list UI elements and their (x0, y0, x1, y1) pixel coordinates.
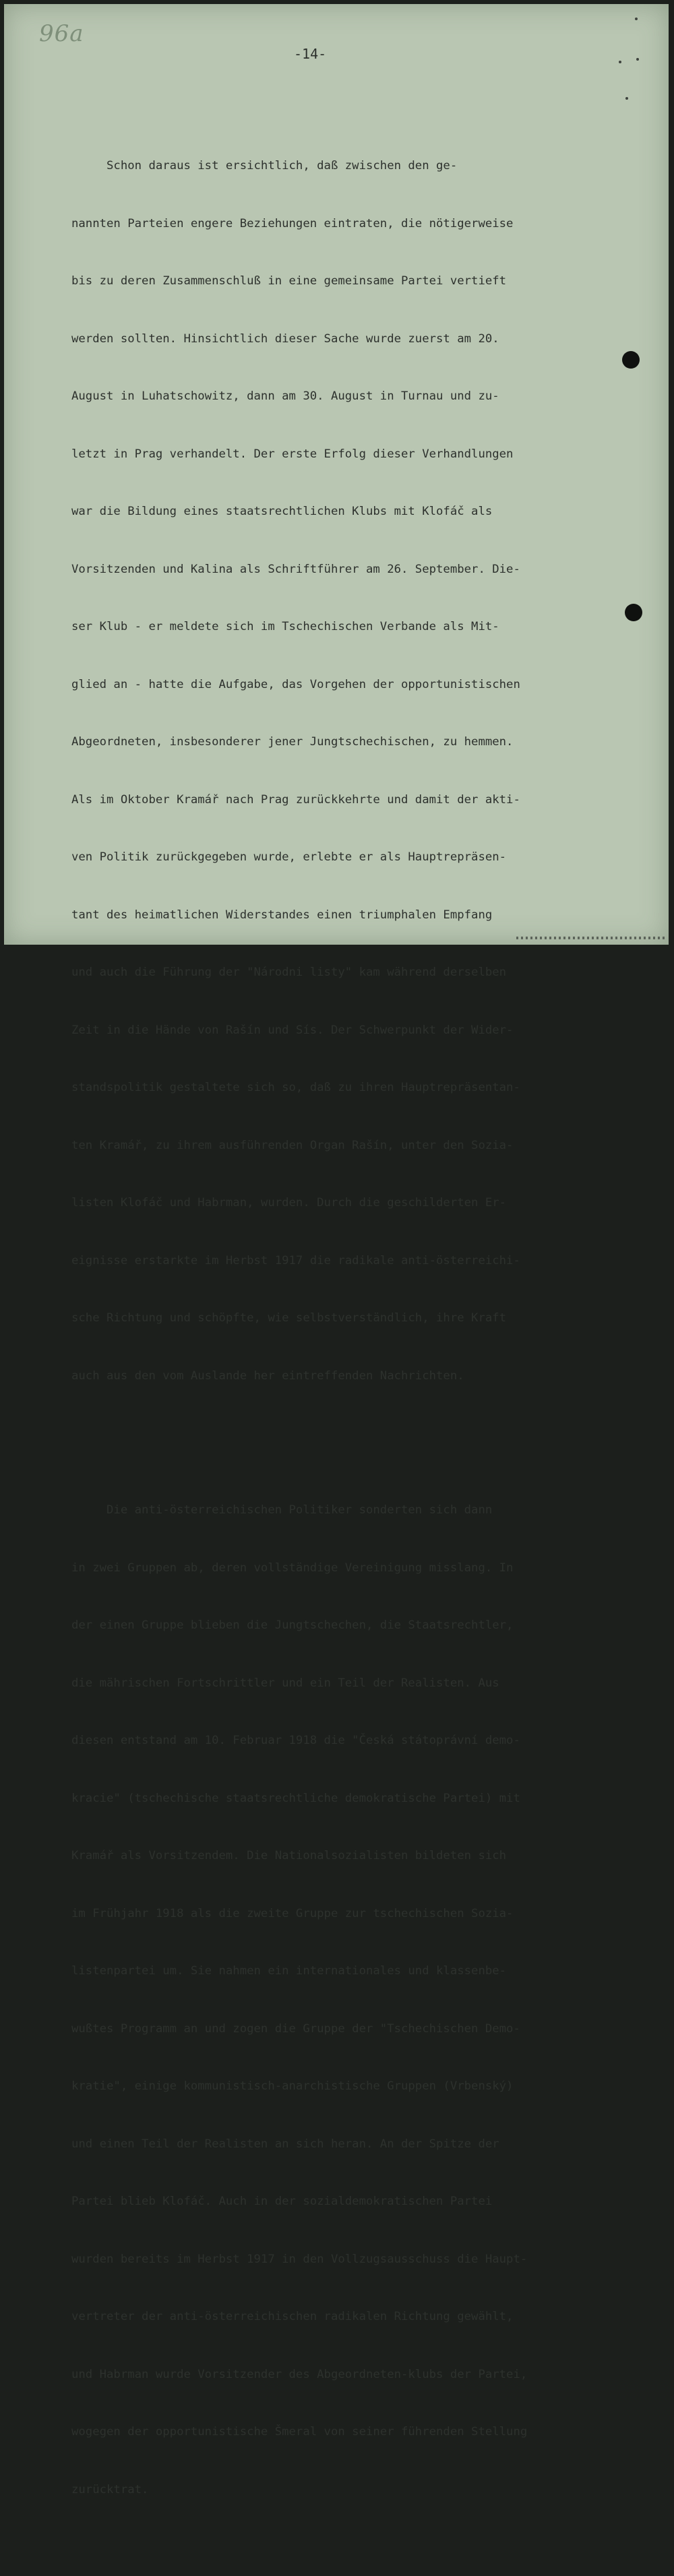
punch-hole (622, 351, 640, 369)
scan-edge-marks (516, 937, 665, 939)
text-line: Die anti-österreichischen Politiker sonderten sich dann (71, 1503, 493, 1517)
text-line: sche Richtung und schöpfte, wie selbstverständlich, ihre Kraft (71, 1311, 507, 1325)
text-line: der einen Gruppe blieben die Jungtschechen, die Staatsrechtler, (71, 1619, 514, 1632)
archive-number: 96a (39, 20, 84, 47)
text-line: eignisse erstarkte im Herbst 1917 die radikale anti-österreichi- (71, 1253, 520, 1267)
text-line: kratie", einige kommunistisch-anarchistische Gruppen (Vrbenský) (71, 2079, 514, 2093)
paragraph-2 (71, 1462, 624, 2538)
text-line: Abgeordneten, insbesonderer jener Jungtschechischen, zu hemmen. (71, 735, 514, 749)
punch-hole (625, 604, 642, 621)
text-line: auch aus den vom Auslande her eintreffenden Nachrichten. (71, 1369, 464, 1383)
text-line: zurücktrat. (71, 2482, 149, 2496)
ink-speck (636, 58, 639, 61)
text-line: listen Klofáč und Habrman, wurden. Durch die geschilderten Er- (71, 1196, 507, 1210)
text-line: Als im Oktober Kramář nach Prag zurückkehrte und damit der akti- (71, 792, 520, 807)
text-line: ser Klub - er meldete sich im Tschechischen Verbande als Mit- (71, 620, 499, 633)
text-line: diesen entstand am 10. Februar 1918 die "Česká státoprávní demo- (71, 1734, 520, 1747)
text-line: Zeit in die Hände von Rašín und Sís. Der Schwerpunkt der Wider- (71, 1023, 514, 1037)
ink-speck (625, 97, 628, 100)
text-line: in zwei Gruppen ab, deren vollständige Vereinigung misslang. In (71, 1561, 514, 1575)
text-line: tant des heimatlichen Widerstandes einen triumphalen Empfang (71, 908, 493, 922)
ink-speck (619, 61, 621, 63)
page-number: -14- (294, 46, 327, 62)
text-line: glied an - hatte die Aufgabe, das Vorgehen der opportunistischen (71, 677, 520, 691)
text-line: Vorsitzenden und Kalina als Schriftführer am 26. September. Die- (71, 562, 520, 576)
text-line: und auch die Führung der "Národni listy" kam während derselben (71, 966, 507, 979)
text-line: ven Politik zurückgegeben wurde, erlebte er als Hauptrepräsen- (71, 850, 507, 864)
text-line: wogegen der opportunistische Šmeral von seiner führenden Stellung (71, 2425, 528, 2439)
text-line: bis zu deren Zusammenschluß in eine gemeinsame Partei vertieft (71, 274, 507, 288)
text-line: Schon daraus ist ersichtlich, daß zwischen den ge- (71, 159, 458, 172)
text-line: ten Kramář, zu ihrem ausführenden Organ Rašín, unter den Sozia- (71, 1138, 514, 1152)
paragraph-1 (71, 118, 624, 1424)
text-line: wurden bereits im Herbst 1917 in den Vollzugsausschuss die Haupt- (71, 2252, 528, 2266)
ink-speck (635, 18, 638, 20)
text-line: Partei blieb Klofáč. Auch in der sozialdemokratischen Partei (71, 2195, 493, 2208)
text-line: kracie" (tschechische staatsrechtliche demokratische Partei) mit (71, 1791, 520, 1805)
text-line: letzt in Prag verhandelt. Der erste Erfolg dieser Verhandlungen (71, 447, 514, 461)
text-line: und einen Teil der Realisten an sich heran. An der Spitze der (71, 2137, 499, 2151)
text-line: und Habrman wurde Vorsitzender des Abgeordneten-klubs der Partei, (71, 2367, 528, 2381)
body-text (71, 80, 624, 2576)
text-line: Kramář als Vorsitzendem. Die Nationalsozialisten bildeten sich (71, 1849, 507, 1862)
text-line: standspolitik gestaltete sich so, daß zu ihren Hauptrepräsentan- (71, 1081, 520, 1094)
text-line: August in Luhatschowitz, dann am 30. August in Turnau und zu- (71, 389, 499, 403)
text-line: war die Bildung eines staatsrechtlichen Klubs mit Klofáč als (71, 505, 493, 518)
text-line: im Frühjahr 1918 als die zweite Gruppe zur tschechischen Sozia- (71, 1906, 514, 1920)
text-line: vertreter der anti-österreichischen radikalen Richtung gewählt, (71, 2310, 514, 2323)
text-line: listenpartei um. Sie nahmen ein internationales und klassenbe- (71, 1964, 507, 1978)
text-line: wußtes Programm an und zogen die Gruppe der "Tschechischen Demo- (71, 2021, 520, 2036)
text-line: die mährischen Fortschrittler und ein Teil der Realisten. Aus (71, 1676, 499, 1690)
document-page (4, 4, 669, 2496)
text-line: werden sollten. Hinsichtlich dieser Sache wurde zuerst am 20. (71, 332, 499, 346)
text-line: nannten Parteien engere Beziehungen eintraten, die nötigerweise (71, 216, 514, 230)
